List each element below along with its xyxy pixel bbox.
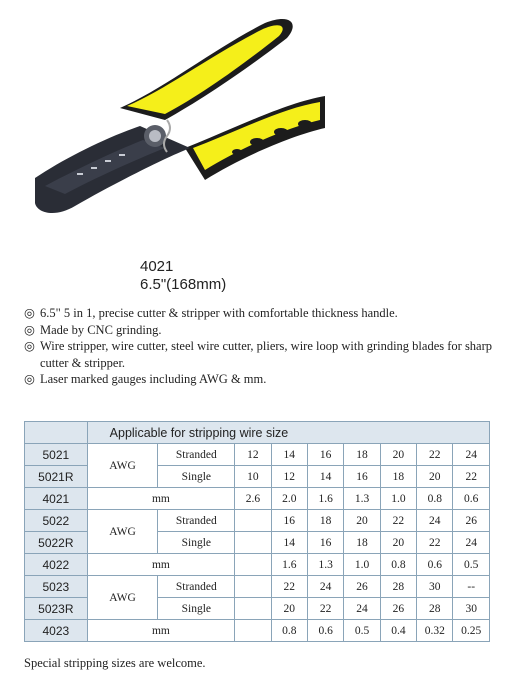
value-cell <box>235 620 271 642</box>
value-cell: 1.0 <box>344 554 380 576</box>
single-label: Single <box>158 466 235 488</box>
value-cell: 0.5 <box>453 554 490 576</box>
value-cell: 22 <box>453 466 490 488</box>
value-cell: 12 <box>271 466 307 488</box>
value-cell: 22 <box>307 598 343 620</box>
model-cell: 5022 <box>25 510 88 532</box>
value-cell: 28 <box>417 598 453 620</box>
value-cell: 28 <box>380 576 416 598</box>
value-cell: 20 <box>380 532 416 554</box>
value-cell: 10 <box>235 466 271 488</box>
value-cell: 22 <box>271 576 307 598</box>
value-cell: 0.6 <box>307 620 343 642</box>
product-size: 6.5"(168mm) <box>140 276 227 293</box>
value-cell <box>235 510 271 532</box>
single-label: Single <box>158 598 235 620</box>
awg-label: AWG <box>87 510 158 554</box>
feature-list <box>24 305 504 388</box>
model-cell: 5021 <box>25 444 88 466</box>
model-cell: 5023R <box>25 598 88 620</box>
model-cell: 5023 <box>25 576 88 598</box>
model-cell: 5021R <box>25 466 88 488</box>
stranded-label: Stranded <box>158 510 235 532</box>
value-cell <box>235 576 271 598</box>
value-cell: 12 <box>235 444 271 466</box>
mm-label: mm <box>87 554 235 576</box>
value-cell: 0.8 <box>380 554 416 576</box>
feature-item <box>24 338 504 371</box>
value-cell: 14 <box>271 532 307 554</box>
value-cell: 16 <box>307 532 343 554</box>
value-cell: 0.25 <box>453 620 490 642</box>
value-cell: 22 <box>380 510 416 532</box>
value-cell: 20 <box>417 466 453 488</box>
value-cell <box>235 598 271 620</box>
value-cell: 2.6 <box>235 488 271 510</box>
bullet-icon: ◎ <box>24 372 35 387</box>
feature-text: Made by CNC grinding. <box>40 322 162 337</box>
value-cell: 22 <box>417 532 453 554</box>
value-cell: 20 <box>380 444 416 466</box>
header-corner <box>25 422 88 444</box>
value-cell: 24 <box>417 510 453 532</box>
table-row <box>25 488 490 510</box>
value-cell: 24 <box>344 598 380 620</box>
value-cell: -- <box>453 576 490 598</box>
value-cell: 1.6 <box>307 488 343 510</box>
stranded-label: Stranded <box>158 444 235 466</box>
value-cell: 0.5 <box>344 620 380 642</box>
table-header: Applicable for stripping wire size <box>87 422 489 444</box>
value-cell: 16 <box>307 444 343 466</box>
awg-label: AWG <box>87 576 158 620</box>
model-cell: 4022 <box>25 554 88 576</box>
table-row <box>25 444 490 466</box>
value-cell: 2.0 <box>271 488 307 510</box>
value-cell: 0.4 <box>380 620 416 642</box>
value-cell: 20 <box>271 598 307 620</box>
mm-label: mm <box>87 488 235 510</box>
value-cell: 18 <box>344 532 380 554</box>
value-cell: 1.6 <box>271 554 307 576</box>
bullet-icon: ◎ <box>24 306 35 320</box>
model-cell: 4021 <box>25 488 88 510</box>
value-cell: 1.0 <box>380 488 416 510</box>
feature-item <box>24 371 504 388</box>
value-cell: 1.3 <box>344 488 380 510</box>
value-cell: 16 <box>344 466 380 488</box>
value-cell: 30 <box>453 598 490 620</box>
value-cell: 16 <box>271 510 307 532</box>
value-cell: 24 <box>453 532 490 554</box>
bullet-icon: ◎ <box>24 339 35 354</box>
table-row <box>25 554 490 576</box>
feature-text: Wire stripper, wire cutter, steel wire cutter, pliers, wire loop with grinding blades for sharp cutter & stripper. <box>40 339 493 370</box>
value-cell: 18 <box>380 466 416 488</box>
value-cell: 22 <box>417 444 453 466</box>
feature-item <box>24 322 504 339</box>
single-label: Single <box>158 532 235 554</box>
table-row <box>25 510 490 532</box>
value-cell: 0.6 <box>453 488 490 510</box>
feature-text: Laser marked gauges including AWG & mm. <box>40 372 267 387</box>
value-cell: 24 <box>453 444 490 466</box>
table-header-row <box>25 422 490 444</box>
feature-text: 6.5" 5 in 1, precise cutter & stripper with comfortable thickness handle. <box>40 306 398 320</box>
bullet-icon: ◎ <box>24 322 35 337</box>
product-model: 4021 <box>140 258 174 275</box>
value-cell: 14 <box>271 444 307 466</box>
value-cell: 24 <box>307 576 343 598</box>
stripping-size-table <box>24 421 490 642</box>
value-cell: 20 <box>344 510 380 532</box>
value-cell: 0.8 <box>271 620 307 642</box>
value-cell: 18 <box>344 444 380 466</box>
value-cell: 26 <box>453 510 490 532</box>
mm-label: mm <box>87 620 235 642</box>
footer-note: Special stripping sizes are welcome. <box>24 656 206 670</box>
awg-label: AWG <box>87 444 158 488</box>
model-cell: 5022R <box>25 532 88 554</box>
table-row <box>25 620 490 642</box>
stranded-label: Stranded <box>158 576 235 598</box>
value-cell: 0.8 <box>417 488 453 510</box>
value-cell: 0.6 <box>417 554 453 576</box>
value-cell: 26 <box>344 576 380 598</box>
model-cell: 4023 <box>25 620 88 642</box>
value-cell: 14 <box>307 466 343 488</box>
value-cell: 0.32 <box>417 620 453 642</box>
value-cell: 1.3 <box>307 554 343 576</box>
feature-item <box>24 305 504 322</box>
value-cell <box>235 554 271 576</box>
value-cell <box>235 532 271 554</box>
value-cell: 18 <box>307 510 343 532</box>
value-cell: 26 <box>380 598 416 620</box>
table-row <box>25 576 490 598</box>
value-cell: 30 <box>417 576 453 598</box>
wire-stripper-image <box>25 8 325 238</box>
